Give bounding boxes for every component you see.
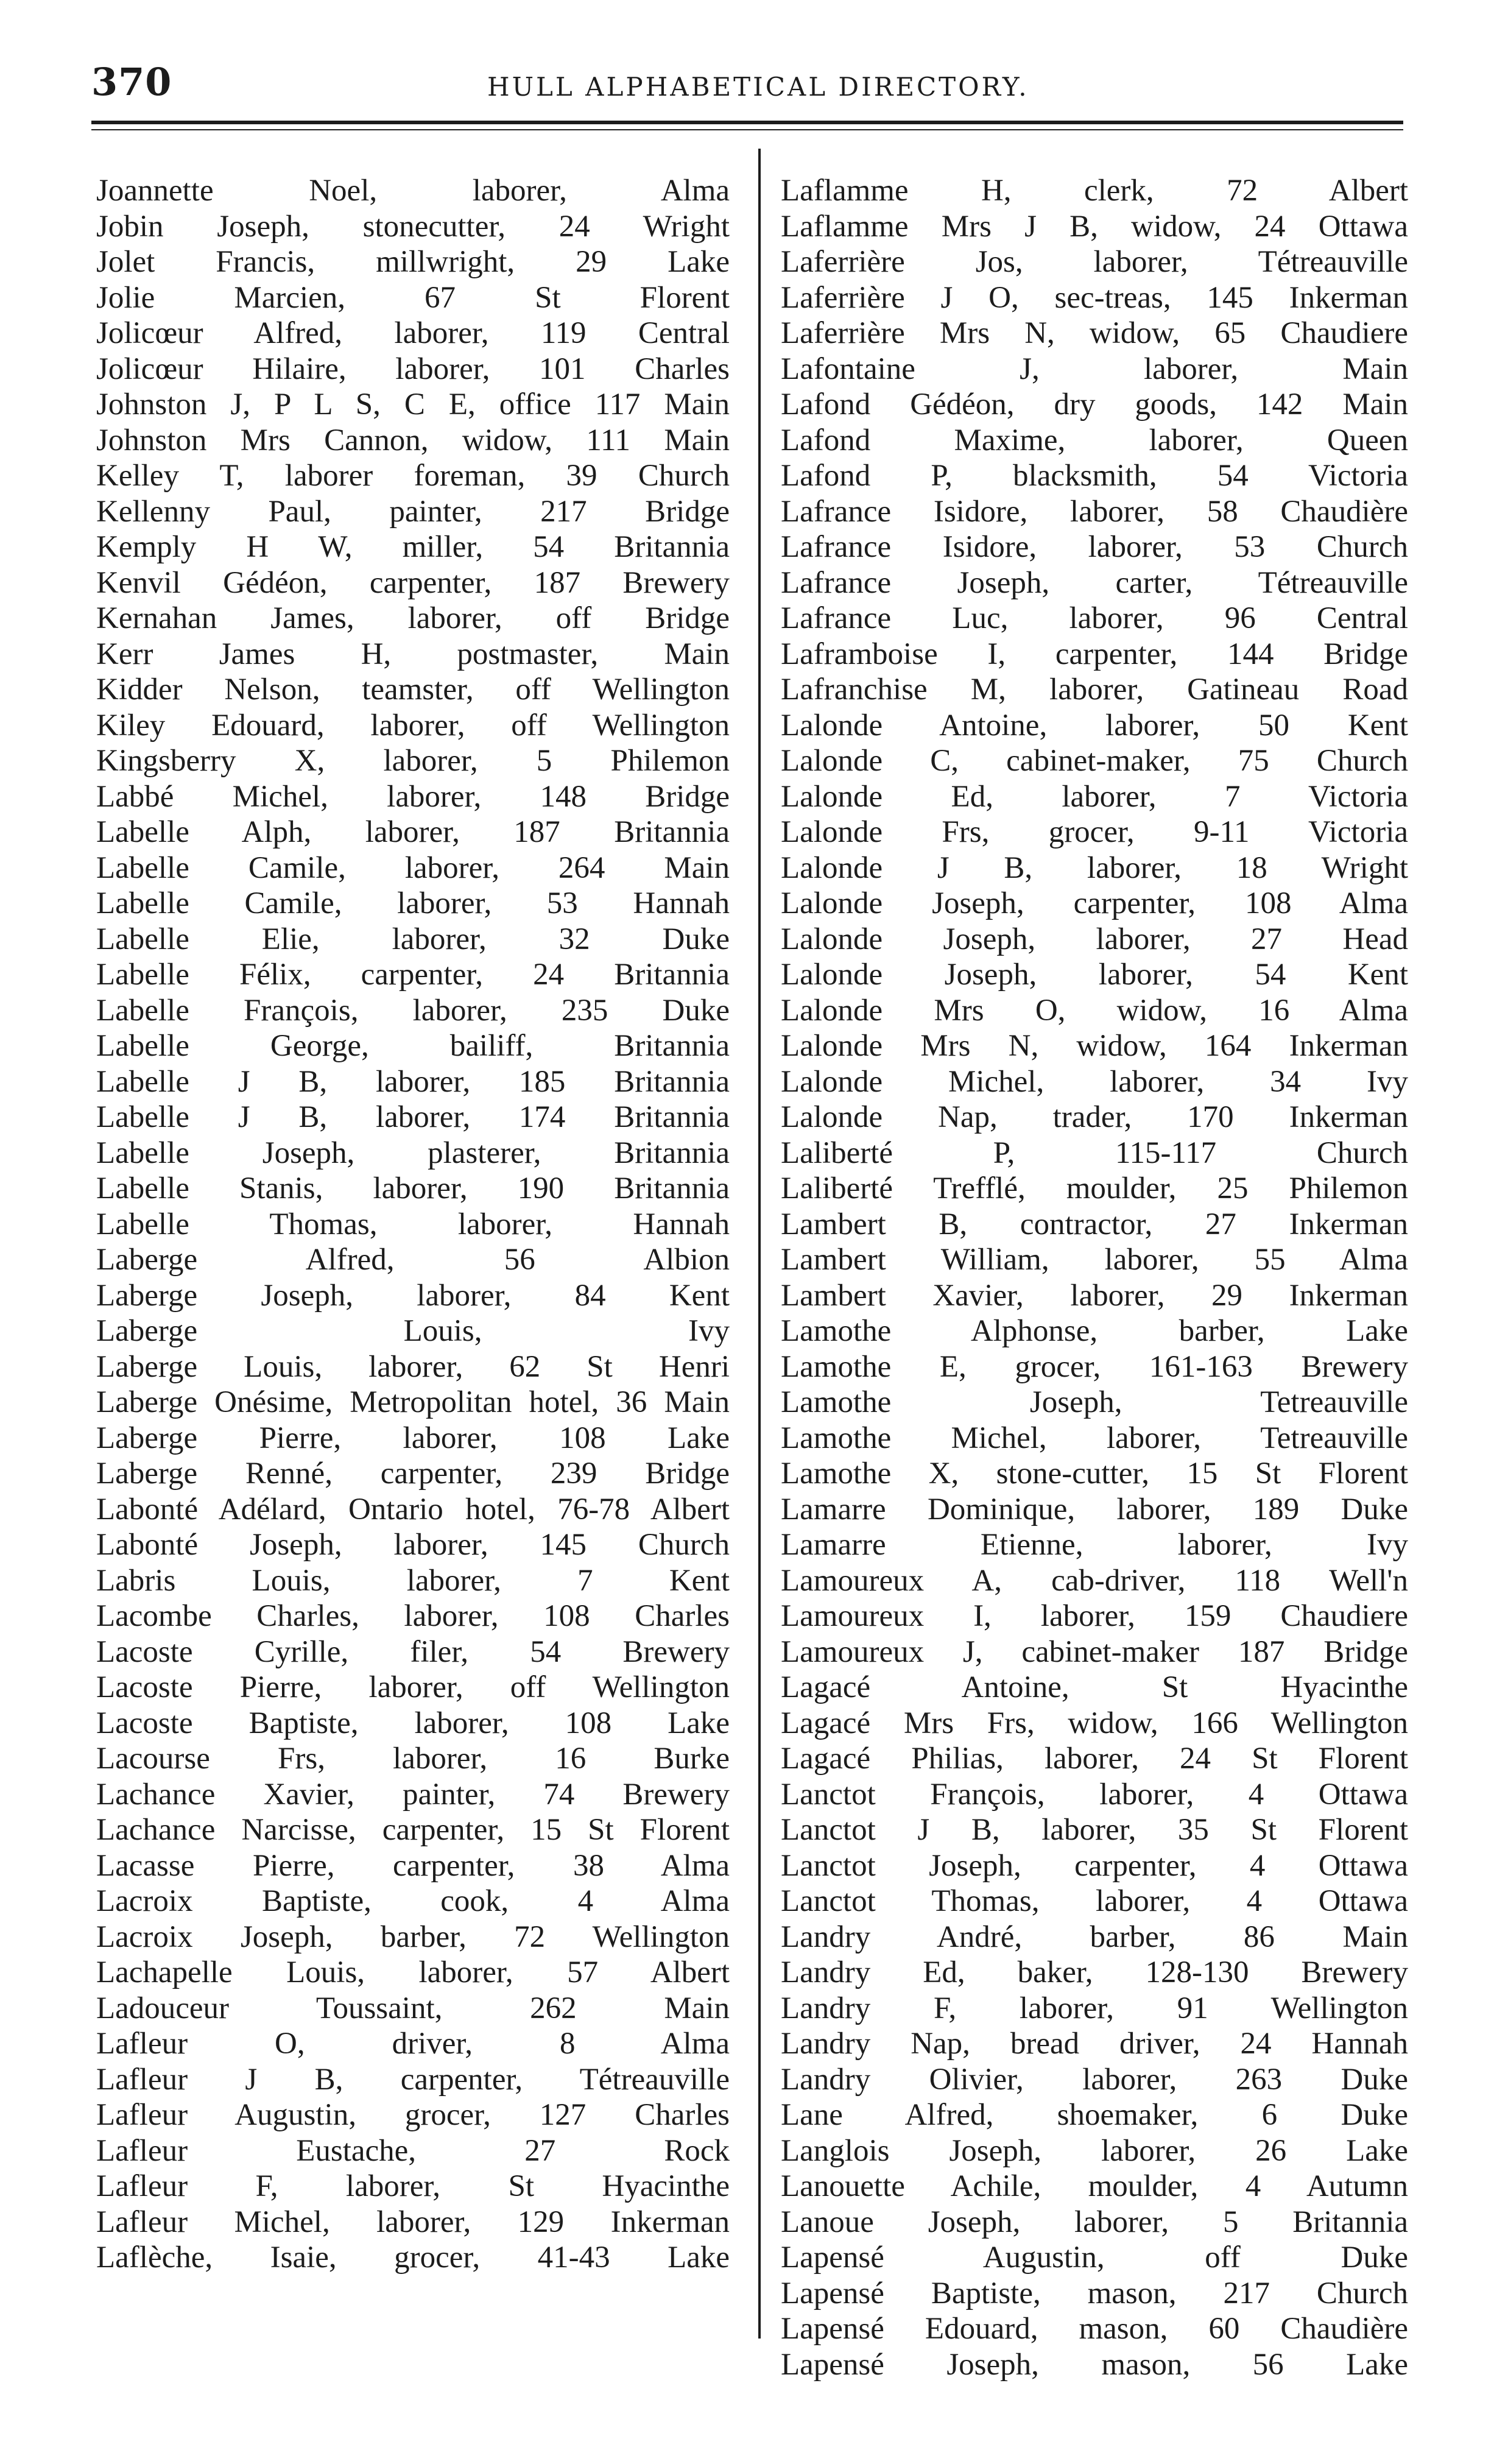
- directory-entry: Lafond Maxime, laborer, Queen: [781, 423, 1408, 457]
- directory-entry: Lafond Gédéon, dry goods, 142 Main: [781, 387, 1408, 422]
- directory-entry: Labelle J B, laborer, 174 Britannia: [96, 1100, 730, 1134]
- directory-entry: Lafontaine J, laborer, Main: [781, 351, 1408, 386]
- directory-entry: Lafleur Eustache, 27 Rock: [96, 2133, 730, 2168]
- directory-entry: Laliberté P, 115-117 Church: [781, 1135, 1408, 1170]
- page-number: 370: [91, 60, 172, 104]
- directory-entry: Lacoste Cyrille, filer, 54 Brewery: [96, 1634, 730, 1669]
- directory-entry: Lapensé Baptiste, mason, 217 Church: [781, 2276, 1408, 2310]
- directory-entry: Labelle Alph, laborer, 187 Britannia: [96, 815, 730, 849]
- directory-entry: Lafleur Augustin, grocer, 127 Charles: [96, 2098, 730, 2132]
- directory-entry: Laberge Louis, Ivy: [96, 1314, 730, 1348]
- directory-entry: Laliberté Trefflé, moulder, 25 Philemon: [781, 1171, 1408, 1206]
- directory-entry: Lalonde Michel, laborer, 34 Ivy: [781, 1064, 1408, 1099]
- directory-entry: Lacroix Baptiste, cook, 4 Alma: [96, 1884, 730, 1918]
- running-head: HULL ALPHABETICAL DIRECTORY.: [487, 72, 1029, 102]
- directory-entry: Lalonde C, cabinet-maker, 75 Church: [781, 744, 1408, 778]
- directory-entry: Landry André, barber, 86 Main: [781, 1919, 1408, 1954]
- directory-entry: Lafleur F, laborer, St Hyacinthe: [96, 2169, 730, 2203]
- directory-entry: Lafrance Luc, laborer, 96 Central: [781, 601, 1408, 635]
- directory-entry: Laberge Pierre, laborer, 108 Lake: [96, 1421, 730, 1455]
- directory-entry: Laflèche, Isaie, grocer, 41-43 Lake: [96, 2240, 730, 2275]
- directory-entry: Lagacé Mrs Frs, widow, 166 Wellington: [781, 1706, 1408, 1740]
- directory-entry: Lacoste Pierre, laborer, off Wellington: [96, 1670, 730, 1704]
- directory-entry: Lamothe Joseph, Tetreauville: [781, 1385, 1408, 1419]
- directory-entry: Lanctot Thomas, laborer, 4 Ottawa: [781, 1884, 1408, 1918]
- column-divider: [758, 149, 761, 2339]
- directory-entry: Lanctot François, laborer, 4 Ottawa: [781, 1777, 1408, 1812]
- directory-entry: Kenvil Gédéon, carpenter, 187 Brewery: [96, 565, 730, 600]
- directory-entry: Lamoureux I, laborer, 159 Chaudiere: [781, 1599, 1408, 1633]
- directory-entry: Lafrance Isidore, laborer, 53 Church: [781, 530, 1408, 564]
- directory-entry: Kelley T, laborer foreman, 39 Church: [96, 459, 730, 493]
- directory-entry: Lafleur Michel, laborer, 129 Inkerman: [96, 2205, 730, 2239]
- header-rule-thin: [91, 129, 1403, 130]
- directory-entry: Lagacé Antoine, St Hyacinthe: [781, 1670, 1408, 1704]
- directory-entry: Kidder Nelson, teamster, off Wellington: [96, 672, 730, 707]
- directory-entry: Lamoureux A, cab-driver, 118 Well'n: [781, 1563, 1408, 1598]
- directory-entry: Jolicœur Alfred, laborer, 119 Central: [96, 316, 730, 350]
- right-column: [781, 173, 1408, 2382]
- directory-entry: Lacasse Pierre, carpenter, 38 Alma: [96, 1848, 730, 1883]
- directory-entry: Labelle George, bailiff, Britannia: [96, 1029, 730, 1063]
- directory-entry: Lalonde Frs, grocer, 9-11 Victoria: [781, 815, 1408, 849]
- directory-entry: Ladouceur Toussaint, 262 Main: [96, 1991, 730, 2025]
- directory-entry: Labelle J B, laborer, 185 Britannia: [96, 1064, 730, 1099]
- directory-entry: Lalonde Mrs O, widow, 16 Alma: [781, 993, 1408, 1028]
- directory-entry: Lamothe Michel, laborer, Tetreauville: [781, 1421, 1408, 1455]
- directory-entry: Labelle Stanis, laborer, 190 Britannia: [96, 1171, 730, 1206]
- directory-entry: Kingsberry X, laborer, 5 Philemon: [96, 744, 730, 778]
- directory-entry: Lambert Xavier, laborer, 29 Inkerman: [781, 1278, 1408, 1313]
- directory-entry: Johnston Mrs Cannon, widow, 111 Main: [96, 423, 730, 457]
- directory-entry: Lacombe Charles, laborer, 108 Charles: [96, 1599, 730, 1633]
- directory-entry: Lamothe X, stone-cutter, 15 St Florent: [781, 1456, 1408, 1491]
- directory-entry: Labelle Félix, carpenter, 24 Britannia: [96, 958, 730, 992]
- directory-entry: Lanctot Joseph, carpenter, 4 Ottawa: [781, 1848, 1408, 1883]
- directory-entry: Lamothe E, grocer, 161-163 Brewery: [781, 1349, 1408, 1384]
- directory-entry: Lafond P, blacksmith, 54 Victoria: [781, 459, 1408, 493]
- directory-entry: Lapensé Edouard, mason, 60 Chaudière: [781, 2312, 1408, 2346]
- directory-entry: Lalonde Ed, laborer, 7 Victoria: [781, 779, 1408, 814]
- directory-entry: Laflamme Mrs J B, widow, 24 Ottawa: [781, 209, 1408, 244]
- directory-entry: Jobin Joseph, stonecutter, 24 Wright: [96, 209, 730, 244]
- directory-entry: Laberge Alfred, 56 Albion: [96, 1243, 730, 1277]
- directory-entry: Lafrance Isidore, laborer, 58 Chaudière: [781, 494, 1408, 529]
- directory-entry: Laferrière J O, sec-treas, 145 Inkerman: [781, 280, 1408, 315]
- directory-entry: Landry Nap, bread driver, 24 Hannah: [781, 2027, 1408, 2061]
- directory-entry: Labris Louis, laborer, 7 Kent: [96, 1563, 730, 1598]
- directory-entry: Lachapelle Louis, laborer, 57 Albert: [96, 1955, 730, 1989]
- directory-entry: Labbé Michel, laborer, 148 Bridge: [96, 779, 730, 814]
- directory-entry: Lambert B, contractor, 27 Inkerman: [781, 1207, 1408, 1241]
- directory-entry: Jolet Francis, millwright, 29 Lake: [96, 245, 730, 279]
- directory-entry: Lanouette Achile, moulder, 4 Autumn: [781, 2169, 1408, 2203]
- directory-entry: Johnston J, P L S, C E, office 117 Main: [96, 387, 730, 422]
- directory-entry: Lafrance Joseph, carter, Tétreauville: [781, 565, 1408, 600]
- directory-entry: Lamoureux J, cabinet-maker 187 Bridge: [781, 1634, 1408, 1669]
- directory-entry: Lapensé Joseph, mason, 56 Lake: [781, 2347, 1408, 2382]
- header-rule-thick: [91, 121, 1403, 124]
- directory-entry: Lalonde Joseph, laborer, 54 Kent: [781, 958, 1408, 992]
- directory-entry: Labelle Camile, laborer, 264 Main: [96, 850, 730, 885]
- directory-entry: Kernahan James, laborer, off Bridge: [96, 601, 730, 635]
- directory-entry: Lamarre Dominique, laborer, 189 Duke: [781, 1492, 1408, 1527]
- directory-entry: Lalonde Nap, trader, 170 Inkerman: [781, 1100, 1408, 1134]
- directory-entry: Lanctot J B, laborer, 35 St Florent: [781, 1813, 1408, 1847]
- directory-entry: Lanoue Joseph, laborer, 5 Britannia: [781, 2205, 1408, 2239]
- directory-entry: Lafleur J B, carpenter, Tétreauville: [96, 2062, 730, 2097]
- directory-entry: Lalonde Mrs N, widow, 164 Inkerman: [781, 1029, 1408, 1063]
- left-column: [96, 173, 730, 2276]
- directory-entry: Langlois Joseph, laborer, 26 Lake: [781, 2133, 1408, 2168]
- directory-entry: Laberge Louis, laborer, 62 St Henri: [96, 1349, 730, 1384]
- directory-entry: Lalonde Antoine, laborer, 50 Kent: [781, 708, 1408, 743]
- directory-entry: Labelle Thomas, laborer, Hannah: [96, 1207, 730, 1241]
- directory-entry: Kerr James H, postmaster, Main: [96, 637, 730, 671]
- directory-entry: Lalonde J B, laborer, 18 Wright: [781, 850, 1408, 885]
- directory-entry: Lachance Xavier, painter, 74 Brewery: [96, 1777, 730, 1812]
- directory-entry: Landry Olivier, laborer, 263 Duke: [781, 2062, 1408, 2097]
- directory-entry: Lafleur O, driver, 8 Alma: [96, 2027, 730, 2061]
- directory-entry: Laberge Onésime, Metropolitan hotel, 36 Main: [96, 1385, 730, 1419]
- directory-entry: Lachance Narcisse, carpenter, 15 St Florent: [96, 1813, 730, 1847]
- directory-entry: Kellenny Paul, painter, 217 Bridge: [96, 494, 730, 529]
- directory-entry: Lafranchise M, laborer, Gatineau Road: [781, 672, 1408, 707]
- directory-entry: Jolie Marcien, 67 St Florent: [96, 280, 730, 315]
- directory-entry: Landry Ed, baker, 128-130 Brewery: [781, 1955, 1408, 1989]
- directory-entry: Labelle Elie, laborer, 32 Duke: [96, 922, 730, 956]
- directory-entry: Labonté Adélard, Ontario hotel, 76-78 Albert: [96, 1492, 730, 1527]
- directory-entry: Laberge Renné, carpenter, 239 Bridge: [96, 1456, 730, 1491]
- directory-entry: Labelle François, laborer, 235 Duke: [96, 993, 730, 1028]
- directory-entry: Laflamme H, clerk, 72 Albert: [781, 174, 1408, 208]
- directory-entry: Lane Alfred, shoemaker, 6 Duke: [781, 2098, 1408, 2132]
- directory-entry: Joannette Noel, laborer, Alma: [96, 174, 730, 208]
- directory-entry: Laframboise I, carpenter, 144 Bridge: [781, 637, 1408, 671]
- directory-entry: Lalonde Joseph, carpenter, 108 Alma: [781, 886, 1408, 920]
- directory-entry: Laferrière Mrs N, widow, 65 Chaudiere: [781, 316, 1408, 350]
- directory-entry: Labelle Camile, laborer, 53 Hannah: [96, 886, 730, 920]
- directory-entry: Lacoste Baptiste, laborer, 108 Lake: [96, 1706, 730, 1740]
- directory-entry: Labelle Joseph, plasterer, Britannia: [96, 1135, 730, 1170]
- directory-entry: Landry F, laborer, 91 Wellington: [781, 1991, 1408, 2025]
- directory-entry: Lapensé Augustin, off Duke: [781, 2240, 1408, 2275]
- directory-entry: Jolicœur Hilaire, laborer, 101 Charles: [96, 351, 730, 386]
- directory-entry: Kiley Edouard, laborer, off Wellington: [96, 708, 730, 743]
- directory-entry: Kemply H W, miller, 54 Britannia: [96, 530, 730, 564]
- directory-entry: Lacroix Joseph, barber, 72 Wellington: [96, 1919, 730, 1954]
- directory-entry: Lamarre Etienne, laborer, Ivy: [781, 1528, 1408, 1562]
- directory-entry: Lacourse Frs, laborer, 16 Burke: [96, 1742, 730, 1776]
- directory-entry: Lamothe Alphonse, barber, Lake: [781, 1314, 1408, 1348]
- directory-entry: Lambert William, laborer, 55 Alma: [781, 1243, 1408, 1277]
- directory-entry: Lalonde Joseph, laborer, 27 Head: [781, 922, 1408, 956]
- directory-entry: Lagacé Philias, laborer, 24 St Florent: [781, 1742, 1408, 1776]
- directory-entry: Laberge Joseph, laborer, 84 Kent: [96, 1278, 730, 1313]
- directory-entry: Laferrière Jos, laborer, Tétreauville: [781, 245, 1408, 279]
- directory-entry: Labonté Joseph, laborer, 145 Church: [96, 1528, 730, 1562]
